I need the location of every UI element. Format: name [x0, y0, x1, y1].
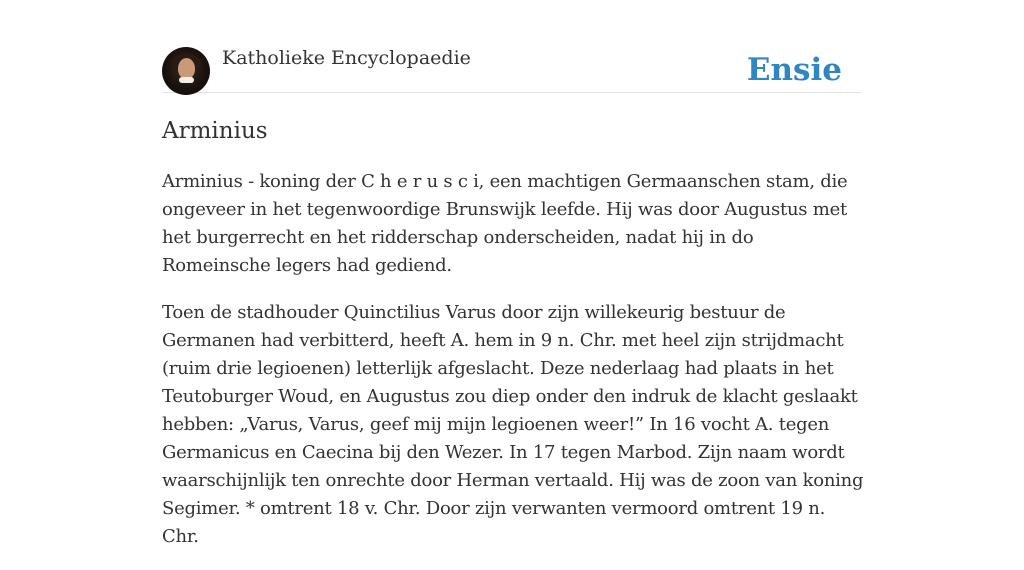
article-paragraph: Toen de stadhouder Quinctilius Varus door zijn willekeurig bestuur de Germanen had verbitterd, heeft A. hem in 9 n. Chr. met heel zijn strijdmacht (ruim drie legioenen) letterlijk afgeslacht. Deze nederlaag had plaats in het Teutoburger Woud, en Augustus zou diep onder den indruk de klacht geslaakt hebben: „Varus, Varus, geef mij mijn legioenen weer!” In 16 vocht A. tegen Germanicus en Caecina bij den Wezer. In 17 tegen Marbod. Zijn naam wordt waarschijnlijk ten onrechte door Herman vertaald. Hij was de zoon van koning Segimer. * omtrent 18 v. Chr. Door zijn verwanten vermoord omtrent 19 n. Chr.: [162, 302, 864, 547]
portrait-avatar-icon[interactable]: [162, 47, 210, 95]
article-paragraph: Arminius - koning der C h e r u s c i, een machtigen Germaanschen stam, die ongeveer in het tegenwoordige Brunswijk leefde. Hij was door Augustus met het burgerrecht en het ridderschap onderscheiden, nadat hij in do Romeinsche legers had gediend.: [162, 171, 848, 276]
avatar-collar: [179, 77, 194, 83]
brand-logo-link[interactable]: Ensie: [746, 52, 842, 88]
site-header: [162, 44, 862, 93]
avatar-face: [178, 58, 195, 79]
article-body: [162, 168, 867, 570]
site-name-link[interactable]: Katholieke Encyclopaedie: [222, 47, 471, 69]
page-title: Arminius: [162, 118, 268, 144]
